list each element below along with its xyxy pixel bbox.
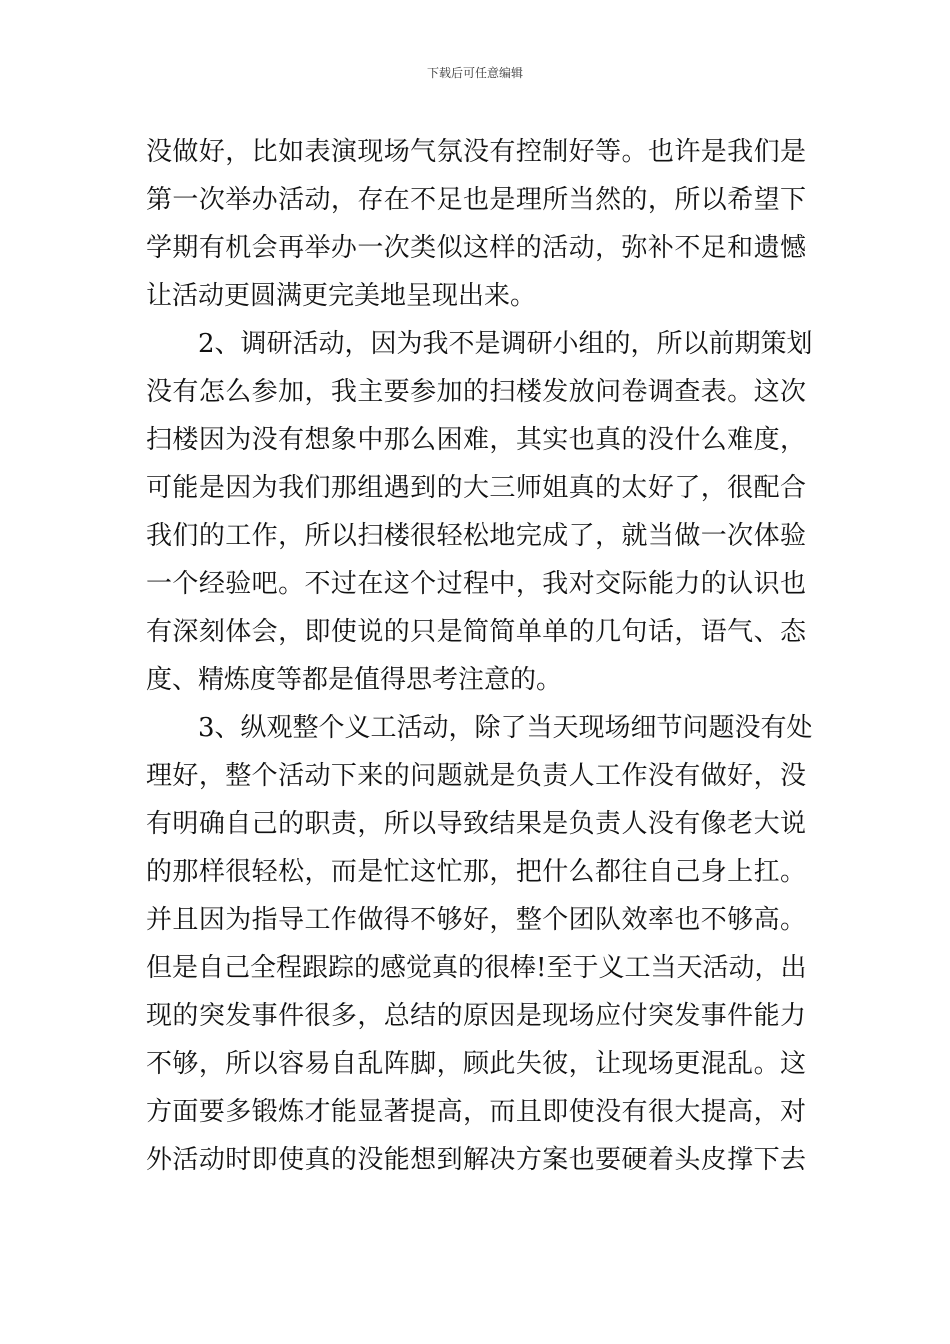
text-line: 有明确自己的职责，所以导致结果是负责人没有像老大说 [146, 809, 806, 839]
text-line: 理好，整个活动下来的问题就是负责人工作没有做好，没 [146, 761, 806, 791]
text-line: 2、调研活动，因为我不是调研小组的，所以前期策划 [198, 329, 813, 359]
page-header: 下载后可任意编辑 [426, 66, 523, 80]
text-line: 外活动时即使真的没能想到解决方案也要硬着头皮撑下去 [146, 1145, 806, 1175]
text-line: 第一次举办活动，存在不足也是理所当然的，所以希望下 [146, 185, 806, 215]
text-line: 度、精炼度等都是值得思考注意的。 [146, 665, 563, 695]
text-line: 现的突发事件很多，总结的原因是现场应付突发事件能力 [146, 1001, 806, 1031]
text-line: 3、纵观整个义工活动，除了当天现场细节问题没有处 [198, 713, 813, 743]
document-body [146, 128, 813, 1184]
text-line: 没有怎么参加，我主要参加的扫楼发放问卷调查表。这次 [146, 377, 806, 407]
text-line: 我们的工作，所以扫楼很轻松地完成了，就当做一次体验 [146, 521, 806, 551]
text-line: 没做好，比如表演现场气氛没有控制好等。也许是我们是 [146, 137, 806, 167]
text-line: 但是自己全程跟踪的感觉真的很棒!至于义工当天活动，出 [146, 953, 807, 983]
text-line: 不够，所以容易自乱阵脚，顾此失彼，让现场更混乱。这 [146, 1049, 806, 1079]
text-line: 有深刻体会，即使说的只是简简单单的几句话，语气、态 [146, 617, 806, 647]
text-line: 学期有机会再举办一次类似这样的活动，弥补不足和遗憾 [146, 233, 806, 263]
text-line: 让活动更圆满更完美地呈现出来。 [146, 281, 537, 311]
text-line: 可能是因为我们那组遇到的大三师姐真的太好了，很配合 [146, 473, 806, 503]
text-line: 并且因为指导工作做得不够好，整个团队效率也不够高。 [146, 905, 806, 935]
text-line: 扫楼因为没有想象中那么困难，其实也真的没什么难度， [146, 425, 806, 455]
text-line: 的那样很轻松，而是忙这忙那，把什么都往自己身上扛。 [146, 857, 806, 887]
text-line: 方面要多锻炼才能显著提高，而且即使没有很大提高，对 [146, 1097, 806, 1127]
text-line: 一个经验吧。不过在这个过程中，我对交际能力的认识也 [146, 569, 806, 599]
